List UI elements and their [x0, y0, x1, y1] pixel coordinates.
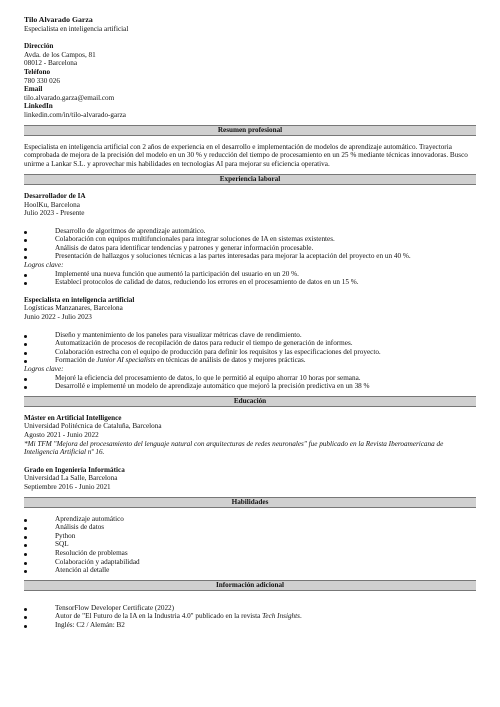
- resume-page: [24, 0, 476, 629]
- job-dates: Julio 2023 - Presente: [24, 209, 85, 218]
- list-item: Presentación de hallazgos y soluciones técnicas a las partes interesadas para mejorar la aceptación del proyecto en un 40 %.: [24, 252, 476, 261]
- summary-heading: Resumen profesional: [24, 125, 476, 136]
- candidate-name: Tilo Alvarado Garza: [24, 15, 93, 24]
- candidate-title: Especialista en inteligencia artificial: [24, 24, 129, 33]
- job-achievements: [24, 270, 476, 287]
- phone-value: 780 330 026: [24, 76, 60, 85]
- degree-school: Universidad La Salle, Barcelona: [24, 474, 118, 483]
- list-item: Colaboración con equipos multifuncionales para integrar soluciones de IA en sistemas existentes.: [24, 235, 476, 244]
- degree-dates: Septiembre 2016 - Junio 2021: [24, 482, 111, 491]
- job-company: HoolKu, Barcelona: [24, 200, 80, 209]
- item-text-italic: Tech Insights: [262, 612, 300, 621]
- task-text-italic: Junior AI specialists: [96, 356, 156, 365]
- list-item: [24, 356, 476, 365]
- degree-title: Grado en Ingeniería Informática: [24, 465, 125, 474]
- list-item: Colaboración estrecha con el equipo de producción para definir los requisitos y las especificaciones del proyecto.: [24, 348, 476, 357]
- list-item: Atención al detalle: [24, 566, 476, 575]
- additional-list: [24, 604, 476, 630]
- degree-title: Máster en Artificial Intelligence: [24, 413, 122, 422]
- list-item: Colaboración y adaptabilidad: [24, 558, 476, 567]
- skills-heading: Habilidades: [24, 497, 476, 508]
- task-text: en técnicas de análisis de datos y mejores prácticas.: [155, 356, 306, 365]
- job-achievements: [24, 374, 476, 391]
- list-item: Aprendizaje automático: [24, 515, 476, 524]
- job-title: Desarrollador de IA: [24, 191, 86, 200]
- address-label: Dirección: [24, 42, 54, 51]
- degree-school: Universidad Politécnica de Cataluña, Barcelona: [24, 422, 162, 431]
- experience-heading: Experiencia laboral: [24, 174, 476, 185]
- summary-text: Especialista en inteligencia artificial con 2 años de experiencia en el desarrollo e implementación de modelos de aprendizaje automático. Trayectoria comprobada de mejora de la precisión del modelo en un 30 % y reducción del tiempo de procesamiento en un 25 % mediante técnicas innovadoras. Busco unirme a Lankar S.L. y aprovechar mis habilidades en tecnologías AI para mejorar su eficiencia operativa.: [24, 142, 468, 169]
- list-item: Análisis de datos: [24, 523, 476, 532]
- job-company: Logísticas Manzanares, Barcelona: [24, 304, 123, 313]
- additional-heading: Información adicional: [24, 580, 476, 591]
- item-text: Autor de "El Futuro de la IA en la Industria 4.0" publicado en la revista: [55, 612, 263, 621]
- phone-label: Teléfono: [24, 67, 51, 76]
- linkedin-label: LinkedIn: [24, 102, 53, 111]
- list-item: TensorFlow Developer Certificate (2022): [24, 604, 476, 613]
- address-line-2: 08012 - Barcelona: [24, 59, 78, 68]
- task-text: Formación de: [55, 356, 97, 365]
- education-entry-2: [24, 466, 476, 492]
- achievements-label: Logros clave:: [24, 365, 64, 374]
- list-item: Análisis de datos para identificar tendencias y patrones y generar información procesable.: [24, 244, 476, 253]
- education-heading: Educación: [24, 396, 476, 407]
- list-item: Automatización de procesos de recopilación de datos para reducir el tiempo de generación de informes.: [24, 339, 476, 348]
- job-1: [24, 192, 476, 287]
- list-item: Mejoré la eficiencia del procesamiento de datos, lo que le permitió al equipo ahorrar 10 horas por semana.: [24, 374, 476, 383]
- list-item: SQL: [24, 540, 476, 549]
- list-item: Desarrollo de algoritmos de aprendizaje automático.: [24, 227, 476, 236]
- degree-note: *Mi TFM "Mejora del procesamiento del lenguaje natural con arquitecturas de redes neuronales" fue publicado en la Revista Iberoamericana de Inteligencia Artificial nº 16.: [24, 439, 444, 457]
- list-item: Resolución de problemas: [24, 549, 476, 558]
- job-title: Especialista en inteligencia artificial: [24, 295, 135, 304]
- list-item: Establecí protocolos de calidad de datos, reduciendo los errores en el procesamiento de datos en un 15 %.: [24, 278, 476, 287]
- address-line-1: Avda. de los Campos, 81: [24, 50, 96, 59]
- email-label: Email: [24, 85, 43, 94]
- linkedin-value[interactable]: linkedin.com/in/tilo-alvarado-garza: [24, 110, 126, 119]
- education-entry-1: [24, 414, 476, 457]
- achievements-label: Logros clave:: [24, 261, 64, 270]
- job-dates: Junio 2022 - Julio 2023: [24, 313, 92, 322]
- list-item: Desarrollé e implementé un modelo de aprendizaje automático que mejoró la precisión predictiva en un 38 %: [24, 382, 476, 391]
- list-item: Implementé una nueva función que aumentó la participación del usuario en un 20 %.: [24, 270, 476, 279]
- list-item: Python: [24, 532, 476, 541]
- job-2: [24, 296, 476, 391]
- list-item: Inglés: C2 / Alemán: B2: [24, 621, 476, 630]
- item-text: .: [299, 612, 302, 621]
- degree-dates: Agosto 2021 - Junio 2022: [24, 430, 99, 439]
- job-tasks: [24, 331, 476, 365]
- list-item: Diseño y mantenimiento de los paneles para visualizar métricas clave de rendimiento.: [24, 331, 476, 340]
- list-item: [24, 612, 476, 621]
- email-value[interactable]: tilo.alvarado.garza@email.com: [24, 93, 115, 102]
- skills-list: [24, 515, 476, 575]
- job-tasks: [24, 227, 476, 261]
- contact-block: [24, 42, 476, 119]
